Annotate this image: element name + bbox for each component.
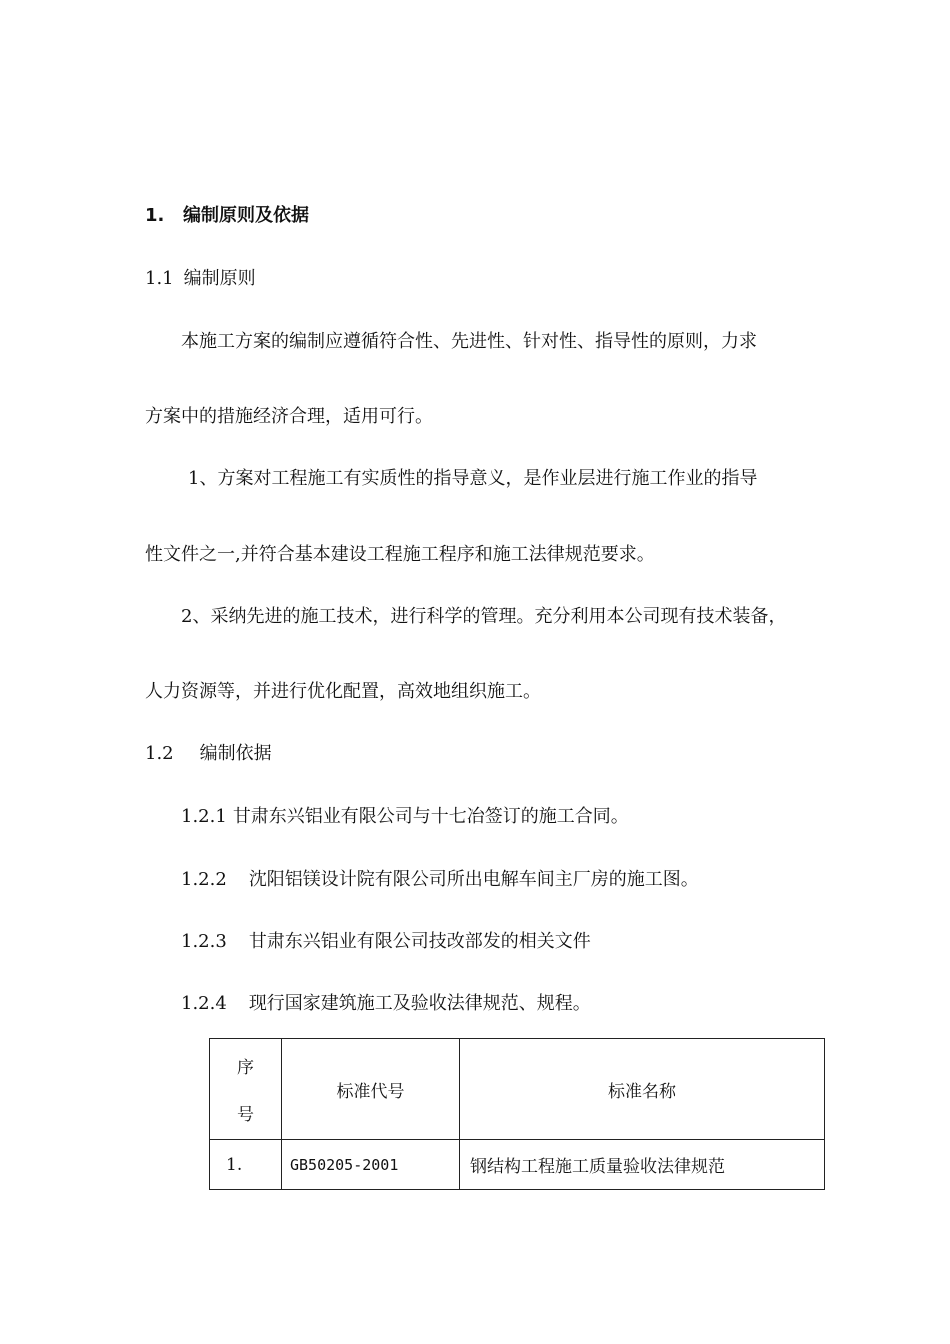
heading-number: 1.	[145, 205, 165, 226]
row-code-cell: GB50205-2001	[282, 1140, 460, 1190]
header-no-bottom: 号	[237, 1105, 254, 1125]
basis-item-number: 1.2.3	[181, 931, 227, 952]
header-code-cell: 标准代号	[282, 1039, 460, 1140]
principle-1-line-2: 性文件之一,并符合基本建设工程施工程序和施工法律规范要求。	[145, 544, 655, 565]
basis-item-1	[181, 805, 629, 829]
basis-item-4	[181, 992, 591, 1016]
heading-1	[145, 204, 309, 228]
section-1-2-heading	[145, 742, 272, 766]
section-1-1-heading	[145, 267, 256, 291]
principle-2-line-2: 人力资源等，并进行优化配置，高效地组织施工。	[145, 681, 541, 702]
header-name-cell: 标准名称	[460, 1039, 825, 1140]
row-no-cell: 1.	[210, 1140, 282, 1190]
intro-paragraph-line-2: 方案中的措施经济合理，适用可行。	[145, 406, 433, 427]
row-name-cell: 钢结构工程施工质量验收法律规范	[460, 1140, 825, 1190]
section-title: 编制依据	[199, 743, 272, 764]
basis-item-text: 沈阳铝镁设计院有限公司所出电解车间主厂房的施工图。	[248, 869, 699, 890]
basis-item-number: 1.2.4	[181, 993, 227, 1014]
table-row	[210, 1140, 825, 1190]
principle-2-line-1: 2、采纳先进的施工技术，进行科学的管理。充分利用本公司现有技术装备，	[181, 606, 787, 627]
header-no-cell	[210, 1039, 282, 1140]
section-number: 1.1	[145, 268, 174, 289]
basis-item-2	[181, 868, 699, 892]
section-title: 编制原则	[183, 268, 256, 289]
table-header-row	[210, 1039, 825, 1140]
heading-title: 编制原则及依据	[183, 205, 309, 226]
header-no-top: 序	[237, 1058, 254, 1078]
basis-item-number: 1.2.1	[181, 806, 227, 827]
basis-item-number: 1.2.2	[181, 869, 227, 890]
basis-item-3	[181, 930, 591, 954]
intro-paragraph-line-1: 本施工方案的编制应遵循符合性、先进性、针对性、指导性的原则，力求	[181, 331, 757, 352]
basis-item-text: 甘肃东兴铝业有限公司技改部发的相关文件	[248, 931, 591, 952]
principle-1-line-1: 1、方案对工程施工有实质性的指导意义，是作业层进行施工作业的指导	[188, 468, 758, 489]
standards-table	[209, 1038, 825, 1190]
basis-item-text: 甘肃东兴铝业有限公司与十七冶签订的施工合同。	[232, 806, 629, 827]
section-number: 1.2	[145, 743, 174, 764]
basis-item-text: 现行国家建筑施工及验收法律规范、规程。	[248, 993, 591, 1014]
